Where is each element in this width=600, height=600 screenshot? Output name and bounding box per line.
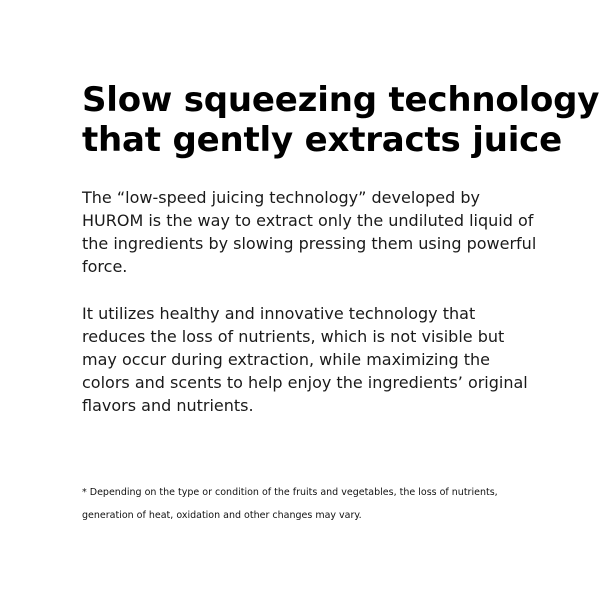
- footnote: * Depending on the type or condition of the fruits and vegetables, the loss of nutrients, generation of heat, oxidation and other changes may vary.: [82, 487, 498, 521]
- body-paragraph-1: The “low-speed juicing technology” developed by HUROM is the way to extract only the undiluted liquid of the ingredients by slowing pressing them using powerful force.: [82, 188, 537, 276]
- headline-line-2: that gently extracts juice: [82, 120, 562, 160]
- body-paragraph-2: It utilizes healthy and innovative technology that reduces the loss of nutrients, which is not visible but may occur during extraction, while maximizing the colors and scents to help enjoy the ingredients’ original flavors and nutrients.: [82, 304, 528, 415]
- headline-line-1: Slow squeezing technology: [82, 80, 600, 120]
- headline: [82, 0, 600, 160]
